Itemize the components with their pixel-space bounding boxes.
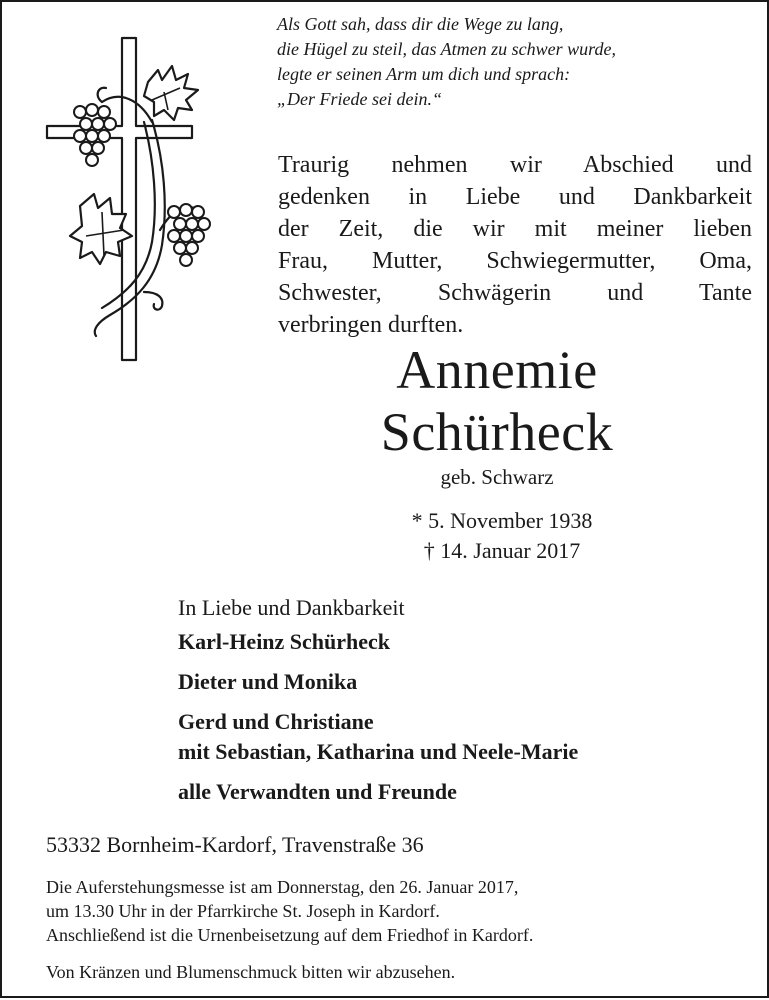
mourners-list [178, 593, 758, 807]
intro-text [278, 149, 752, 341]
mourner-others: alle Verwandten und Freunde [178, 779, 457, 804]
funeral-service-info [46, 875, 746, 947]
intro-line: der Zeit, die wir mit meiner lieben [278, 216, 752, 242]
intro-line: Schwester, Schwägerin und Tante [278, 280, 752, 306]
mourner-child: Dieter und Monika [178, 669, 358, 694]
intro-line: Frau, Mutter, Schwiegermutter, Oma, [278, 248, 752, 274]
family-address: 53332 Bornheim-Kardorf, Travenstraße 36 [46, 832, 424, 857]
birth-date: * 5. November 1938 [411, 508, 593, 533]
cross-with-grapevine-icon [40, 30, 240, 370]
intro-line: gedenken in Liebe und Dankbarkeit [278, 184, 752, 210]
service-line: um 13.30 Uhr in der Pfarrkirche St. Joseph in Kardorf. [46, 901, 440, 921]
bible-quote [277, 12, 747, 112]
quote-line: die Hügel zu steil, das Atmen zu schwer wurde, [277, 39, 616, 59]
intro-line: Traurig nehmen wir Abschied und [278, 152, 752, 178]
deceased-first-name: Annemie [396, 340, 598, 400]
mourner-grandchildren: mit Sebastian, Katharina und Neele-Marie [178, 739, 579, 764]
mourners-lead: In Liebe und Dankbarkeit [178, 595, 405, 620]
flowers-note: Von Kränzen und Blumenschmuck bitten wir abzusehen. [46, 962, 456, 982]
quote-line: Als Gott sah, dass dir die Wege zu lang, [277, 14, 564, 34]
deceased-last-name: Schürheck [380, 402, 614, 462]
mourner-husband: Karl-Heinz Schürheck [178, 629, 391, 654]
mourner-child: Gerd und Christiane [178, 709, 374, 734]
birth-name: geb. Schwarz [440, 465, 554, 489]
service-line: Anschließend ist die Urnenbeisetzung auf dem Friedhof in Kardorf. [46, 925, 534, 945]
life-dates [372, 506, 632, 566]
service-line: Die Auferstehungsmesse ist am Donnerstag, den 26. Januar 2017, [46, 877, 519, 897]
intro-line: verbringen durften. [278, 312, 464, 338]
quote-line: „Der Friede sei dein.“ [277, 89, 442, 109]
death-date: † 14. Januar 2017 [423, 538, 581, 563]
quote-line: legte er seinen Arm um dich und sprach: [277, 64, 571, 84]
